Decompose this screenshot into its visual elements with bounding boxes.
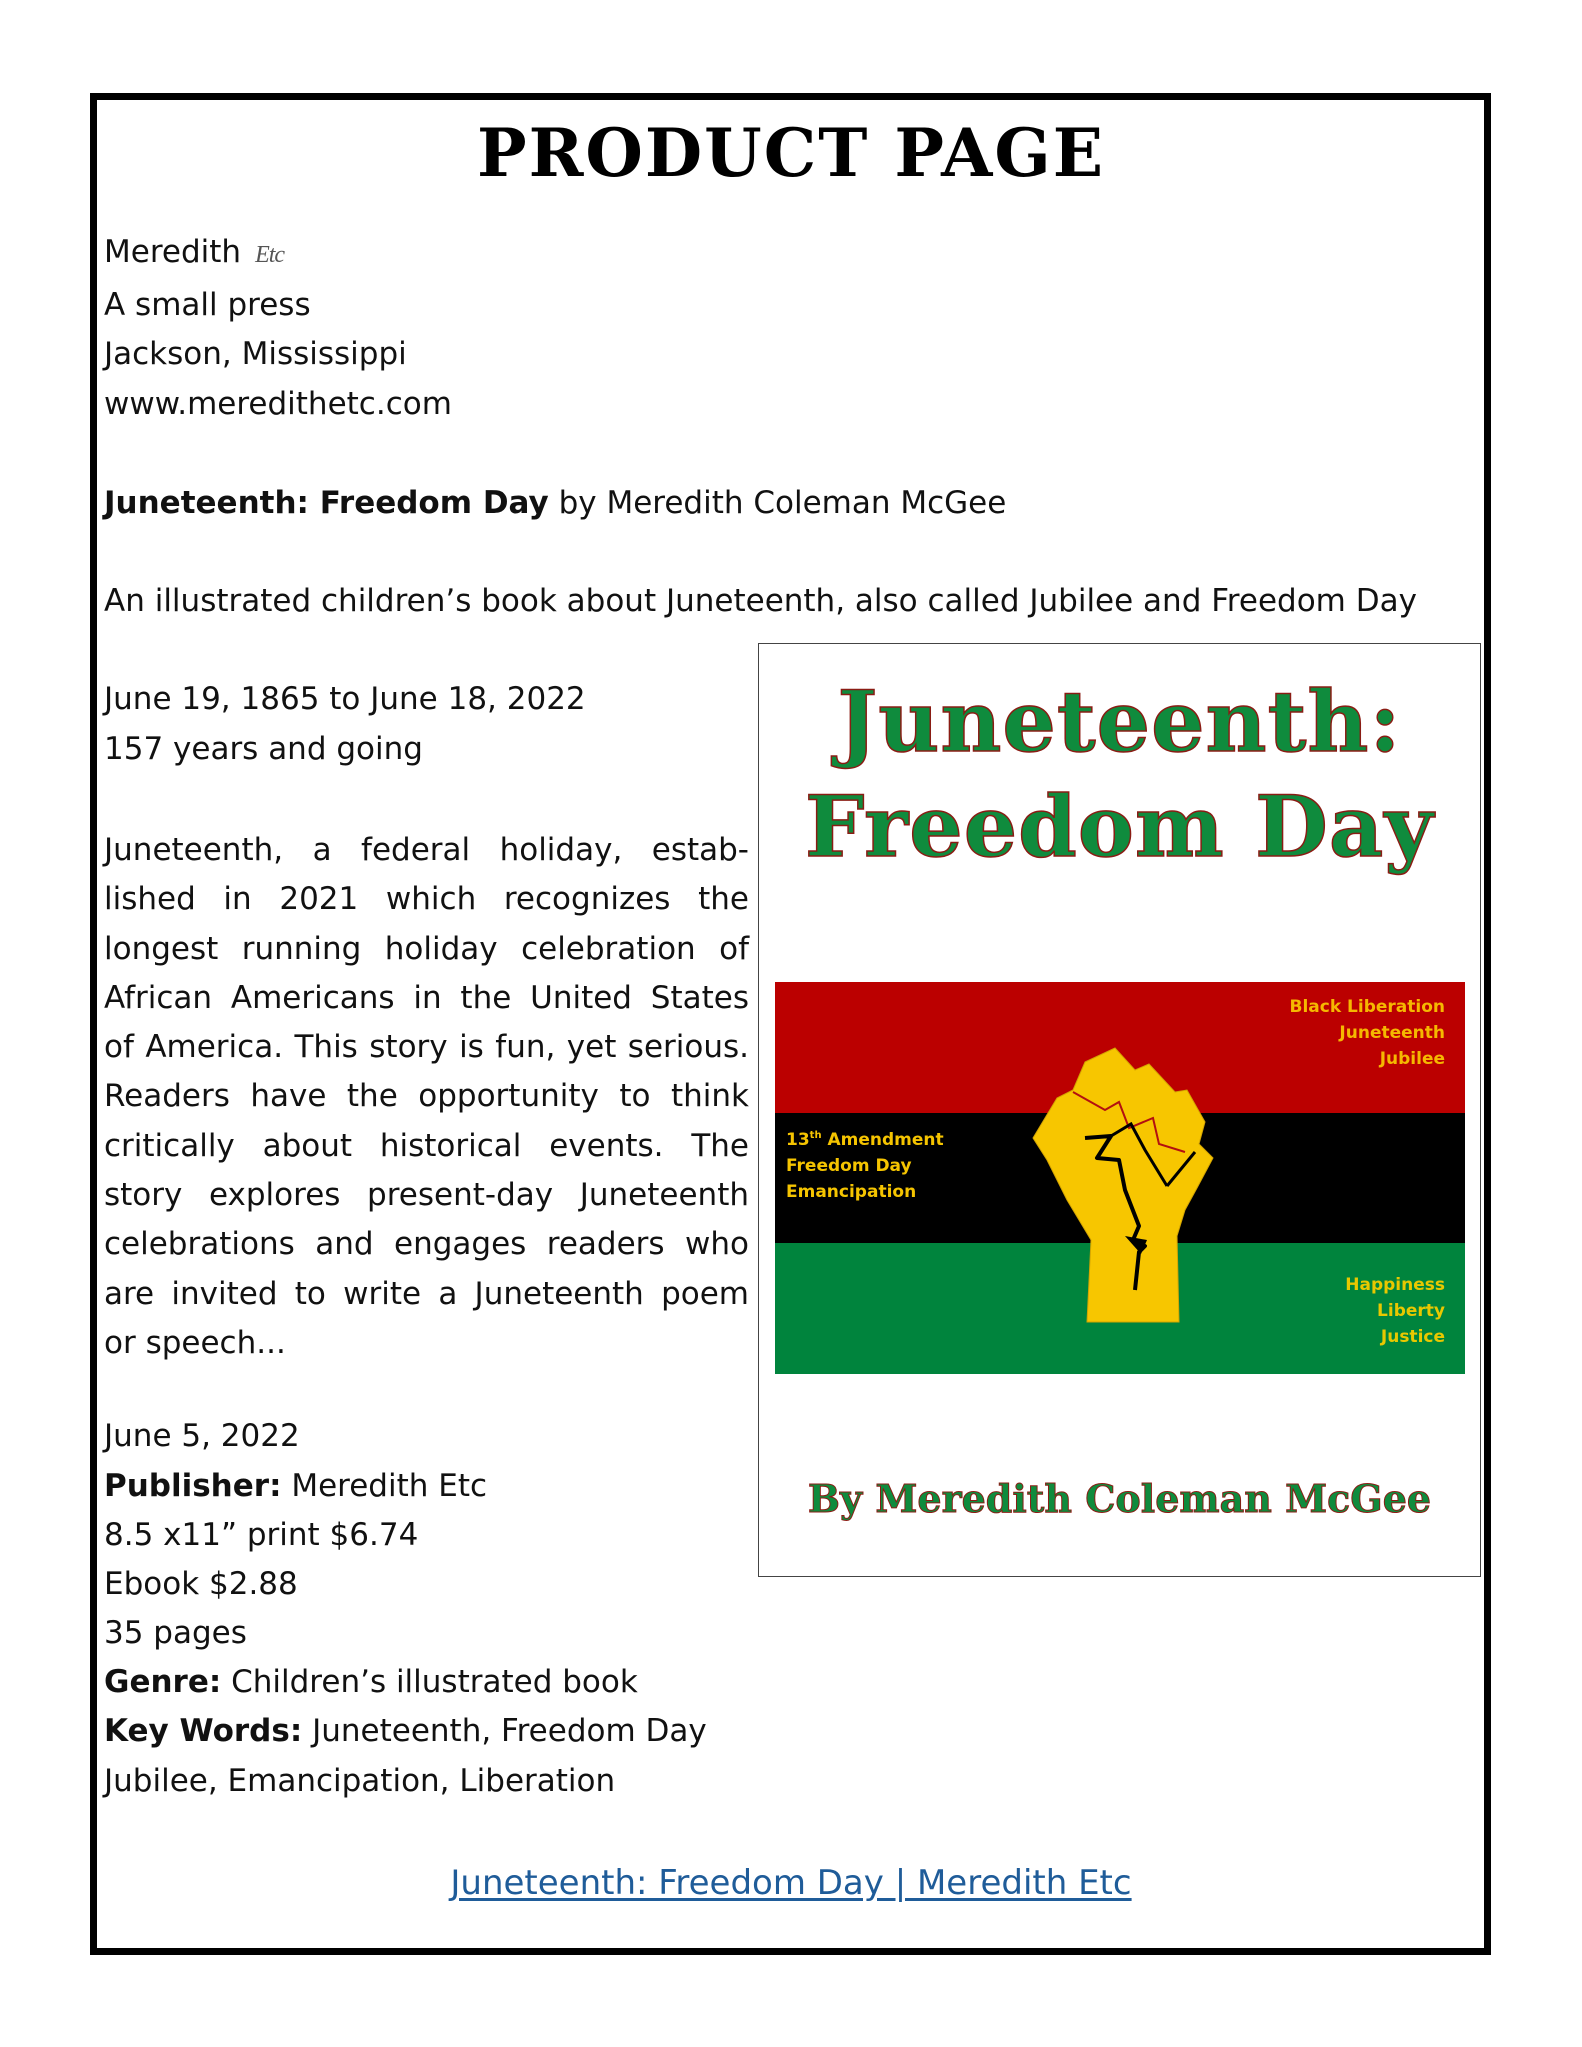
publisher-name-line [104, 232, 284, 275]
description-line: story explores present-day Juneteenth [104, 1177, 749, 1214]
date-range: June 19, 1865 to June 18, 2022 [104, 681, 586, 717]
keywords-detail [104, 1711, 707, 1751]
release-date: June 5, 2022 [104, 1418, 300, 1454]
cover-title-line2: Freedom Day [804, 777, 1435, 876]
publisher-value: Meredith Etc [291, 1468, 488, 1504]
keywords-value: Juneteenth, Freedom Day [312, 1713, 707, 1749]
book-title: Juneteenth: Freedom Day [104, 485, 549, 521]
description-line: are invited to write a Juneteenth poem [104, 1275, 749, 1312]
book-byline: by Meredith Coleman McGee [558, 485, 1007, 521]
description-line: critically about historical events. The [104, 1127, 749, 1164]
description-line: of America. This story is fun, yet serious. [104, 1029, 749, 1066]
publisher-location: Jackson, Mississippi [104, 336, 407, 372]
description-line: Readers have the opportunity to think [104, 1078, 749, 1115]
publisher-website[interactable]: www.meredithetc.com [104, 386, 452, 422]
page-count: 35 pages [104, 1615, 247, 1651]
flag-label: Freedom Day [786, 1156, 912, 1176]
keywords-label: Key Words: [104, 1713, 303, 1749]
flag-label: Justice [1380, 1327, 1445, 1347]
description-line: longest running holiday celebration of [104, 930, 749, 967]
cover-author: By Meredith Coleman McGee [807, 1476, 1432, 1521]
print-price: 8.5 x11” print $6.74 [104, 1517, 419, 1553]
flag-label: Liberty [1377, 1301, 1445, 1321]
book-short-description: An illustrated children’s book about Juneteenth, also called Jubilee and Freedom Day [104, 583, 1417, 619]
description-line: or speech... [104, 1324, 286, 1361]
genre-detail [104, 1662, 638, 1702]
pan-african-flag [775, 982, 1465, 1374]
publisher-label: Publisher: [104, 1468, 282, 1504]
ordinal-suffix: th [809, 1130, 822, 1141]
book-title-line [104, 483, 1006, 523]
flag-label: Emancipation [786, 1182, 917, 1202]
raised-fist-icon [1027, 1040, 1217, 1330]
flag-text-top-right [1289, 994, 1445, 1072]
book-description [104, 826, 749, 1368]
genre-label: Genre: [104, 1664, 222, 1700]
product-link[interactable]: Juneteenth: Freedom Day | Meredith Etc [450, 1863, 1132, 1903]
years-note: 157 years and going [104, 731, 423, 767]
flag-text-middle-left [786, 1123, 944, 1205]
book-cover-image [758, 643, 1481, 1577]
description-line: celebrations and engages readers who [104, 1226, 749, 1263]
flag-text-bottom-right [1345, 1272, 1445, 1350]
publisher-detail [104, 1466, 487, 1506]
publisher-name: Meredith [104, 234, 242, 270]
amendment-word: Amendment [821, 1130, 944, 1150]
ebook-price: Ebook $2.88 [104, 1566, 298, 1602]
description-line: lished in 2021 which recognizes the [104, 881, 749, 918]
keywords-continued: Jubilee, Emancipation, Liberation [104, 1763, 616, 1799]
description-line: African Americans in the United States [104, 979, 749, 1016]
flag-label: Juneteenth [1339, 1023, 1445, 1043]
amendment-number: 13 [786, 1130, 810, 1150]
publisher-name-etc-script: Etc [255, 242, 285, 268]
genre-value: Children’s illustrated book [231, 1664, 638, 1700]
flag-label: Jubilee [1379, 1049, 1445, 1069]
cover-title-line1: Juneteenth: [837, 672, 1402, 771]
page-title: PRODUCT PAGE [476, 114, 1106, 192]
description-line: Juneteenth, a federal holiday, estab- [104, 832, 749, 868]
flag-label: Happiness [1345, 1275, 1445, 1295]
footer-link-container [0, 1860, 1582, 1906]
flag-label: Black Liberation [1289, 997, 1445, 1017]
flag-label [786, 1123, 944, 1153]
publisher-tagline: A small press [104, 287, 311, 323]
